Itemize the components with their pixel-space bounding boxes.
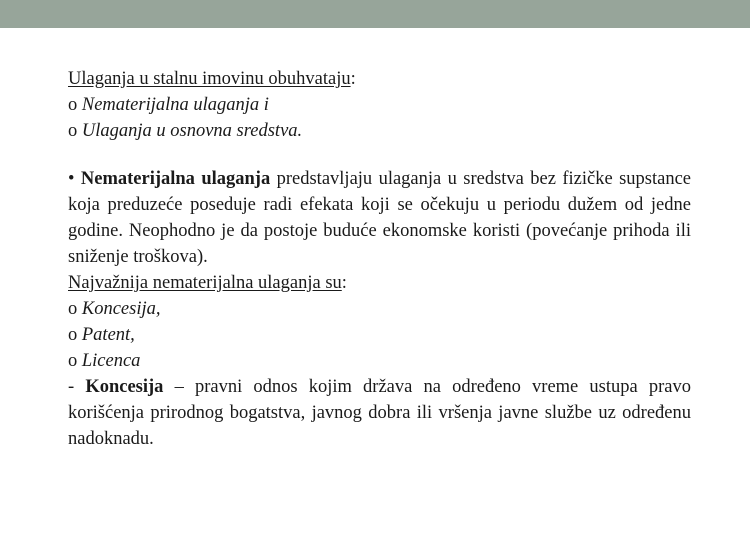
concession-prefix: - — [68, 377, 86, 397]
important-heading: Najvažnija nematerijalna ulaganja su — [68, 273, 342, 293]
important-item — [68, 322, 691, 348]
intro-item — [68, 92, 691, 118]
important-item-bullet: o — [68, 325, 78, 345]
concession-definition: – pravni odnos kojim država na određeno vreme ustupa pravo korišćenja prirodnog bogatstva, javnog dobra ili vršenja javne službe uz određenu nadoknadu. — [68, 377, 691, 449]
concession-term: Koncesija — [85, 377, 164, 397]
important-item-text: Licenca — [81, 351, 141, 371]
intro-heading-suffix: : — [350, 69, 356, 89]
important-item-text: Patent, — [81, 325, 135, 345]
intro-heading-line — [68, 66, 691, 92]
important-heading-suffix: : — [341, 273, 347, 293]
spacer — [68, 144, 691, 166]
concession-paragraph — [68, 374, 691, 452]
intro-item-text: Nematerijalna ulaganja i — [81, 95, 269, 115]
important-item — [68, 348, 691, 374]
intro-item — [68, 118, 691, 144]
intro-item-bullet: o — [68, 95, 78, 115]
important-heading-line — [68, 270, 691, 296]
top-accent-band — [0, 0, 750, 28]
intro-heading: Ulaganja u stalnu imovinu obuhvataju — [68, 69, 351, 89]
intangible-term: Nematerijalna ulaganja — [80, 169, 271, 189]
intangible-paragraph — [68, 166, 691, 270]
important-item-bullet: o — [68, 299, 78, 319]
intro-item-bullet: o — [68, 121, 78, 141]
important-item-text: Koncesija, — [81, 299, 161, 319]
intro-item-text: Ulaganja u osnovna sredstva. — [81, 121, 303, 141]
important-item-bullet: o — [68, 351, 78, 371]
intangible-definition: predstavljaju ulaganja u sredstva bez fizičke supstance koja preduzeće poseduje radi efekata koji se očekuju u periodu dužem od jedne godine. Neophodno je da postoje buduće ekonomske koristi (povećanje prihoda ili sniženje troškova). — [68, 169, 691, 267]
intangible-bullet: • — [68, 169, 75, 189]
important-item — [68, 296, 691, 322]
slide-content — [68, 66, 691, 452]
